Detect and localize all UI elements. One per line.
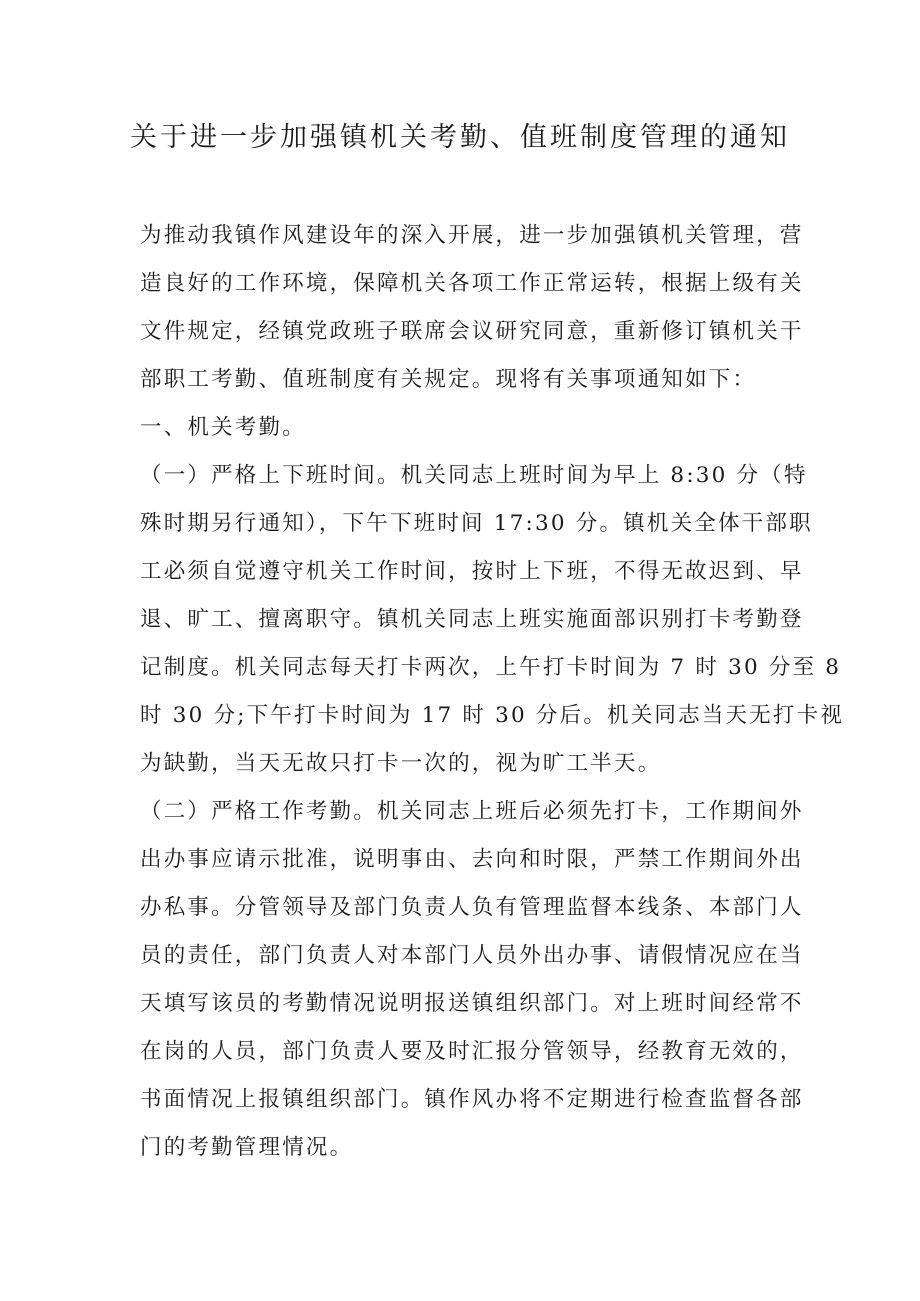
body-line: 书面情况上报镇组织部门。镇作风办将不定期进行检查监督各部 bbox=[140, 1087, 804, 1112]
body-line: （一）严格上下班时间。机关同志上班时间为早上 8:30 分（特 bbox=[140, 463, 808, 488]
body-line: 为缺勤，当天无故只打卡一次的，视为旷工半天。 bbox=[140, 751, 662, 776]
body-line: 记制度。机关同志每天打卡两次，上午打卡时间为 7 时 30 分至 8 bbox=[140, 655, 842, 680]
body-line: 在岗的人员，部门负责人要及时汇报分管领导，经教育无效的， bbox=[140, 1039, 804, 1064]
body-line: 员的责任，部门负责人对本部门人员外出办事、请假情况应在当 bbox=[140, 943, 804, 968]
body-line: 办私事。分管领导及部门负责人负有管理监督本线条、本部门人 bbox=[140, 895, 804, 920]
section-heading: 一、机关考勤。 bbox=[140, 415, 306, 440]
body-line: 工必须自觉遵守机关工作时间，按时上下班，不得无故迟到、早 bbox=[140, 559, 804, 584]
body-line: 时 30 分;下午打卡时间为 17 时 30 分后。机关同志当天无打卡视 bbox=[140, 703, 845, 728]
body-line: 出办事应请示批准，说明事由、去向和时限，严禁工作期间外出 bbox=[140, 847, 804, 872]
document-body bbox=[140, 212, 845, 1172]
document-title: 关于进一步加强镇机关考勤、值班制度管理的通知 bbox=[130, 122, 790, 153]
body-line: 造良好的工作环境，保障机关各项工作正常运转，根据上级有关 bbox=[140, 271, 804, 296]
body-line: 天填写该员的考勤情况说明报送镇组织部门。对上班时间经常不 bbox=[140, 991, 804, 1016]
body-line: 殊时期另行通知），下午下班时间 17:30 分。镇机关全体干部职 bbox=[140, 511, 813, 536]
body-line: 部职工考勤、值班制度有关规定。现将有关事项通知如下： bbox=[140, 367, 757, 392]
body-line: 文件规定，经镇党政班子联席会议研究同意，重新修订镇机关干 bbox=[140, 319, 804, 344]
body-line: 为推动我镇作风建设年的深入开展，进一步加强镇机关管理，营 bbox=[140, 223, 804, 248]
body-line: 门的考勤管理情况。 bbox=[140, 1135, 354, 1160]
body-line: 退、旷工、擅离职守。镇机关同志上班实施面部识别打卡考勤登 bbox=[140, 607, 804, 632]
body-line: （二）严格工作考勤。机关同志上班后必须先打卡，工作期间外 bbox=[140, 799, 804, 824]
